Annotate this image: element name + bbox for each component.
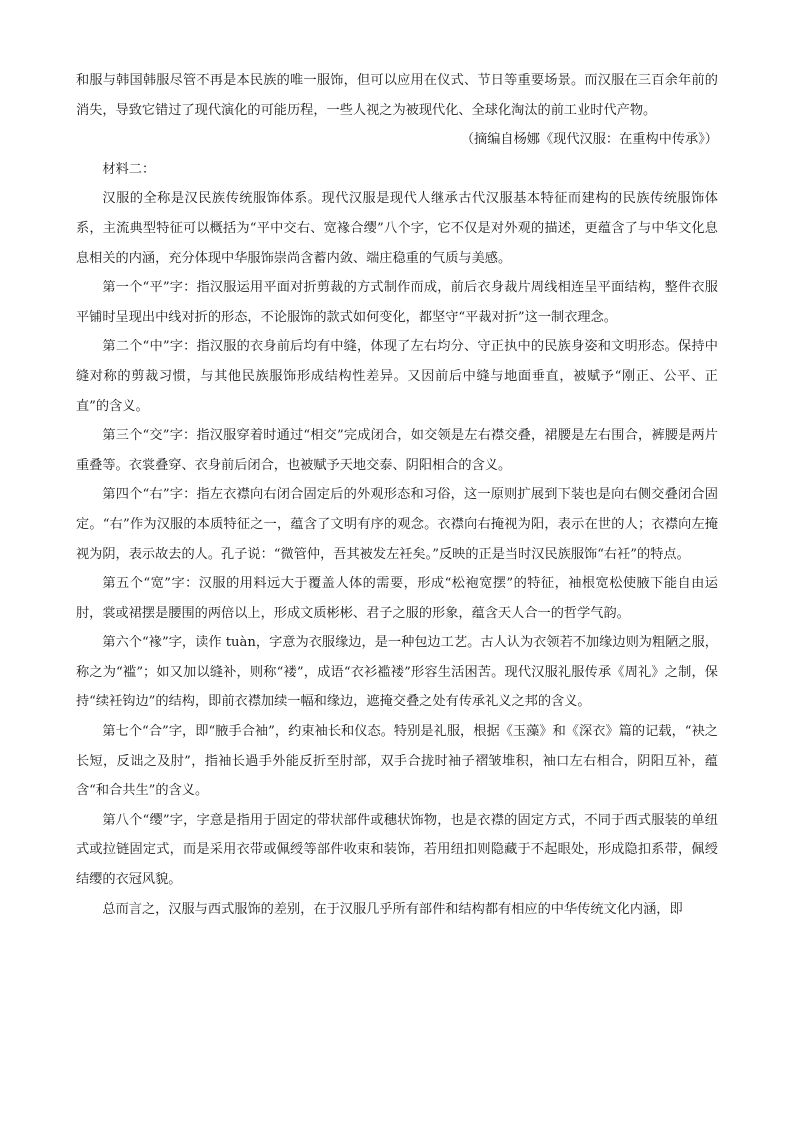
paragraph-jiao: 第三个“交”字：指汉服穿着时通过“相交”完成闭合，如交领是左右襟交叠，裙腰是左右围合，裤腰是两片重叠等。衣裳叠穿、衣身前后闭合，也被赋予天地交泰、阴阳相合的含义。 bbox=[76, 428, 718, 473]
paragraph-ping: 第一个“平”字：指汉服运用平面对折剪裁的方式制作而成，前后衣身裁片周线相连呈平面结构，整件衣服平铺时呈现出中线对折的形态，不论服饰的款式如何变化，都坚守“平裁对折”这一制衣理念。 bbox=[76, 280, 718, 325]
paragraph-tuan: 第六个“褖”字，读作 tuàn，字意为衣服缘边，是一种包边工艺。古人认为衣领若不加缘边则为粗陋之服，称之为“褴”；如又加以缝补，则称“褛”，成语“衣衫褴褛”形容生活困苦。现代汉服礼服传承《周礼》之制，保持“续衽钩边”的结构，即前衣襟加续一幅和缘边，遮掩交叠之处有传承礼义之邦的含义。 bbox=[76, 635, 718, 710]
paragraph-ying: 第八个“缨”字，字意是指用于固定的带状部件或穗状饰物，也是衣襟的固定方式，不同于西式服装的单纽式或拉链固定式，而是采用衣带或佩绶等部件收束和装饰，若用纽扣则隐藏于不起眼处，形成隐扣系带，佩绶结缨的衣冠风貌。 bbox=[76, 812, 718, 888]
intro-paragraph: 和服与韩国韩服尽管不再是本民族的唯一服饰，但可以应用在仪式、节日等重要场景。而汉服在三百余年前的消失，导致它错过了现代演化的可能历程，一些人视之为被现代化、全球化淘汰的前工业时代产物。 bbox=[76, 73, 718, 118]
paragraph-kuan: 第五个“宽”字：汉服的用料远大于覆盖人体的需要，形成“松袍宽摆”的特征，袖根宽松使腋下能自由运肘，裳或裙摆是腰围的两倍以上，形成文质彬彬、君子之服的形象，蕴含天人合一的哲学气韵。 bbox=[76, 576, 718, 621]
paragraph-zhong: 第二个“中”字：指汉服的衣身前后均有中缝，体现了左右均分、守正执中的民族身姿和文明形态。保持中缝对称的剪裁习惯，与其他民族服饰形成结构性差异。又因前后中缝与地面垂直，被赋予“刚正、公平、正直”的含义。 bbox=[76, 339, 718, 414]
paragraph-overview: 汉服的全称是汉民族传统服饰体系。现代汉服是现代人继承古代汉服基本特征而建构的民族传统服饰体系，主流典型特征可以概括为“平中交右、宽褖合缨”八个字，它不仅是对外观的描述，更蕴含了与中华文化息息相关的内涵，充分体现中华服饰崇尚含蓄内敛、端庄稳重的气质与美感。 bbox=[76, 191, 718, 266]
paragraph-you: 第四个“右”字：指左衣襟向右闭合固定后的外观形态和习俗，这一原则扩展到下装也是向右侧交叠闭合固定。“右”作为汉服的本质特征之一，蕴含了文明有序的观念。衣襟向右掩视为阳，表示在世的人；衣襟向左掩视为阴，表示故去的人。孔子说：“微管仲，吾其被发左衽矣。”反映的正是当时汉民族服饰“右衽”的特点。 bbox=[76, 487, 718, 562]
material-heading: 材料二： bbox=[102, 161, 156, 177]
document-page bbox=[76, 66, 718, 924]
paragraph-summary: 总而言之，汉服与西式服饰的差别，在于汉服几乎所有部件和结构都有相应的中华传统文化内涵，即 bbox=[102, 901, 683, 917]
source-citation: （摘编自杨娜《现代汉服：在重构中传承》） bbox=[460, 132, 718, 148]
paragraph-he: 第七个“合”字，即“腋手合袖”，约束袖长和仪态。特别是礼服，根据《玉藻》和《深衣》篇的记载，“袂之长短，反诎之及肘”，指袖长過手外能反折至肘部，双手合拢时袖子褶皱堆积，袖口左右相合，阴阳互补，蕴含“和合共生”的含义。 bbox=[76, 724, 718, 799]
